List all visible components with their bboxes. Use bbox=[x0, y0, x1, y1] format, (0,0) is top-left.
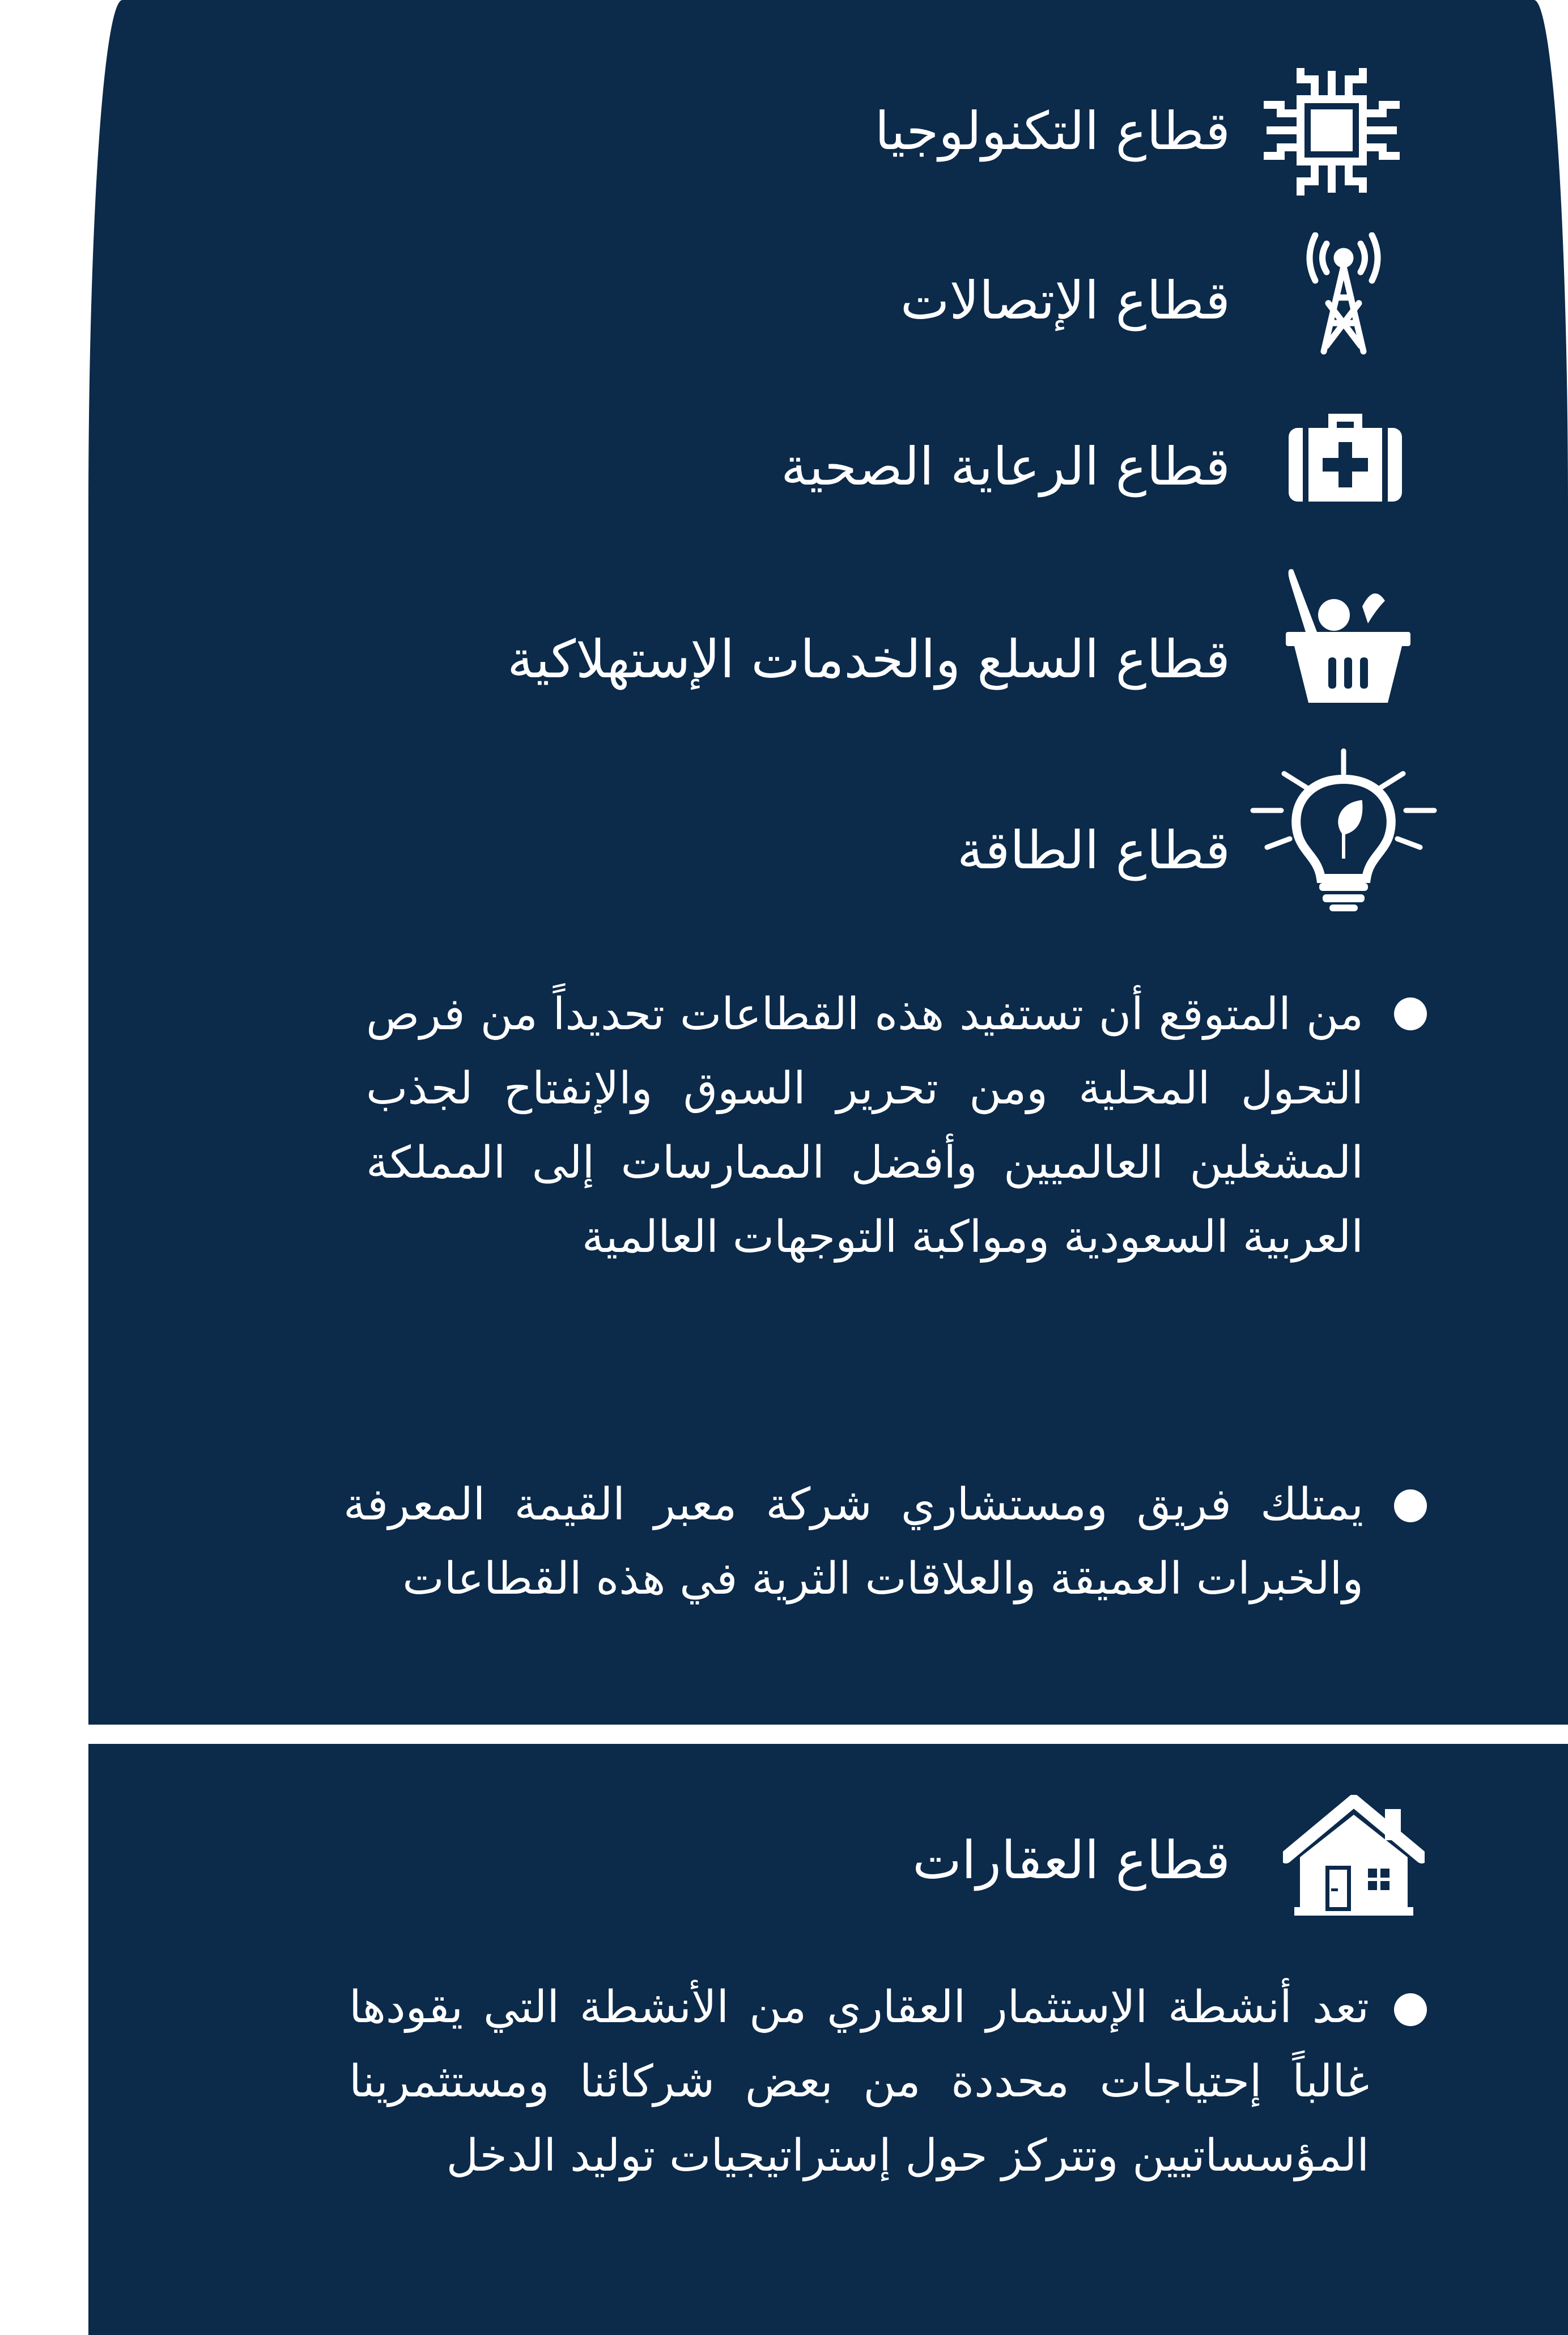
house-icon bbox=[1283, 1795, 1425, 1917]
bullet-dot bbox=[1394, 1489, 1427, 1522]
grocery-basket-icon bbox=[1283, 564, 1413, 706]
sector-label-consumer: قطاع السلع والخدمات الإستهلاكية bbox=[507, 629, 1230, 690]
sectors-panel bbox=[88, 0, 1568, 1725]
bullet-dot bbox=[1394, 997, 1427, 1030]
sector-label-real-estate: قطاع العقارات bbox=[912, 1830, 1230, 1891]
sector-label-telecom: قطاع الإتصالات bbox=[900, 270, 1230, 331]
sector-label-energy: قطاع الطاقة bbox=[957, 820, 1230, 881]
bullet-real-estate: تعد أنشطة الإستثمار العقاري من الأنشطة التي يقودها غالباً إحتياجات محددة من بعض شركائنا ومستثمرينا المؤسساتيين وتتركز حول إستراتيجيات توليد الدخل bbox=[349, 1982, 1369, 2181]
bullet-dot bbox=[1394, 1993, 1427, 2026]
bullet-team-expertise: يمتلك فريق ومستشاري شركة معبر القيمة المعرفة والخبرات العميقة والعلاقات الثرية في هذه القطاعات bbox=[343, 1479, 1363, 1604]
chip-icon bbox=[1261, 65, 1408, 207]
sector-label-healthcare: قطاع الرعاية الصحية bbox=[781, 436, 1230, 497]
real-estate-panel bbox=[88, 1744, 1568, 2335]
sector-label-technology: قطاع التكنولوجيا bbox=[874, 101, 1230, 162]
first-aid-kit-icon bbox=[1289, 408, 1402, 502]
bullet-sectors-benefit: من المتوقع أن تستفيد هذه القطاعات تحديداً من فرص التحول المحلية ومن تحرير السوق والإنفتاح لجذب المشغلين العالميين وأفضل الممارسات إلى المملكة العربية السعودية ومواكبة التوجهات العالمية bbox=[366, 989, 1363, 1263]
antenna-tower-icon bbox=[1301, 232, 1386, 357]
eco-lightbulb-icon bbox=[1250, 748, 1437, 912]
